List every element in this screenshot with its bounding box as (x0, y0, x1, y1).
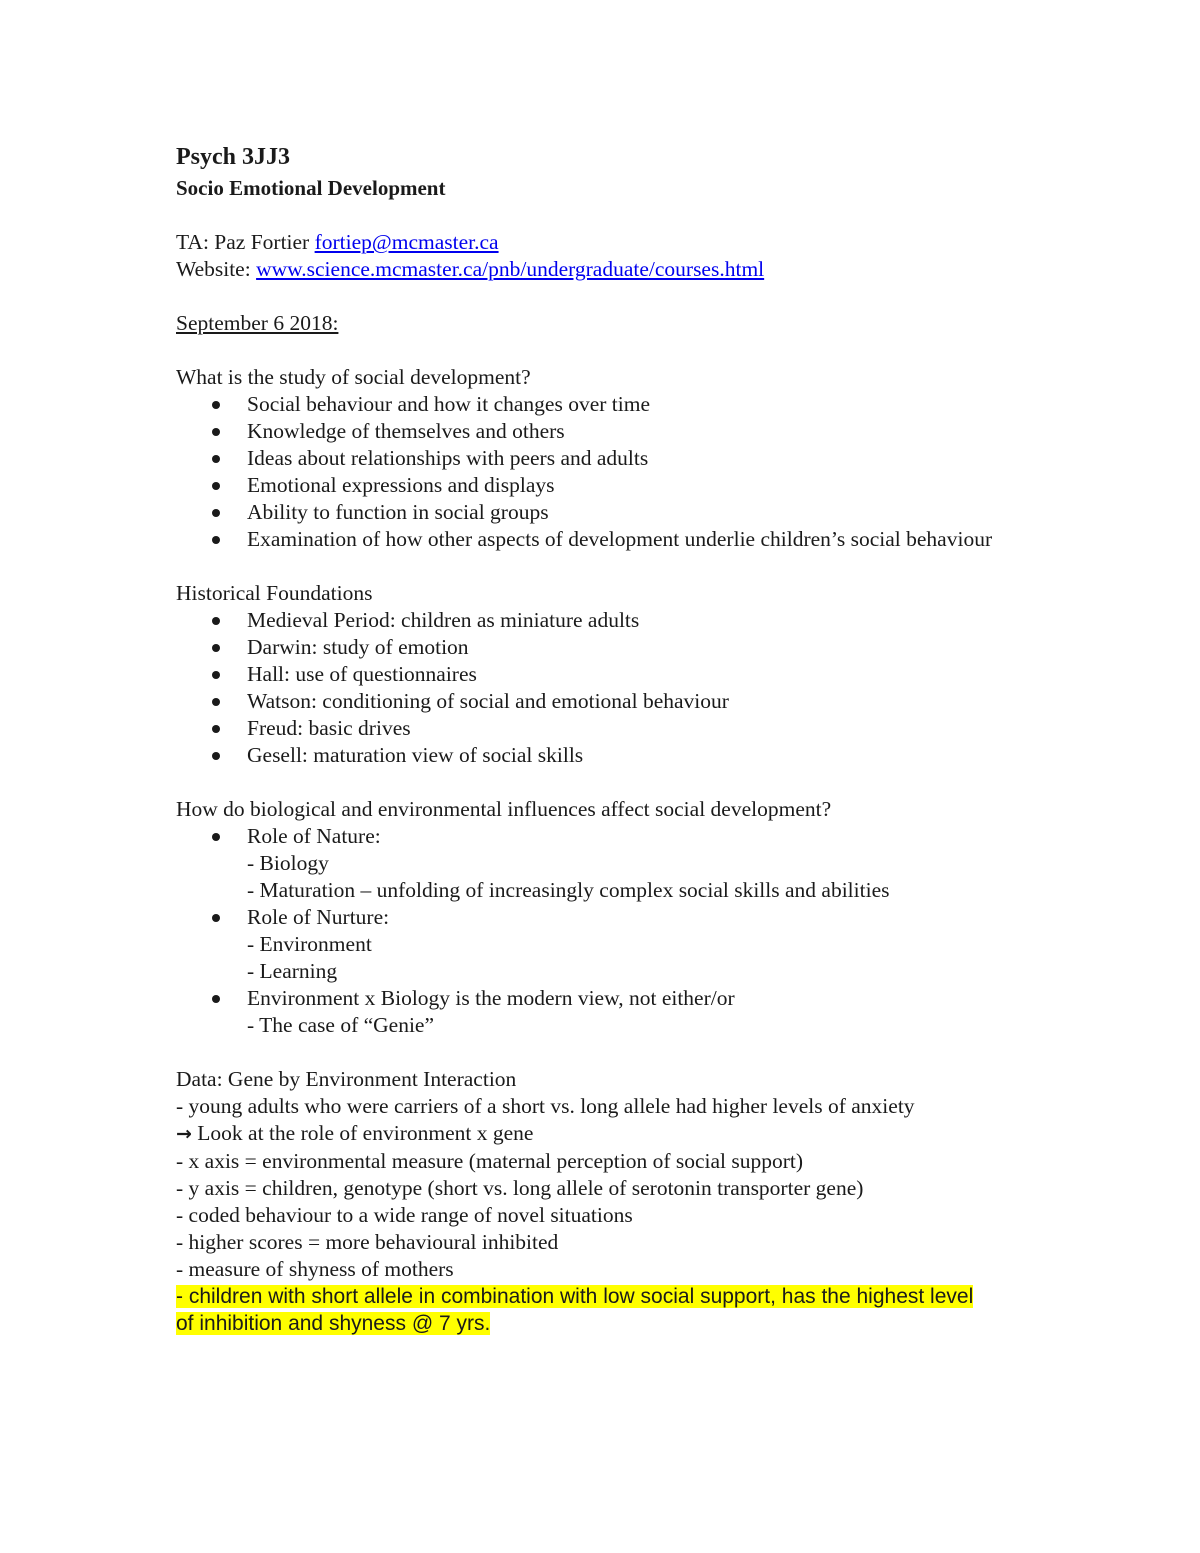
data-line: - x axis = environmental measure (maternal perception of social support) (176, 1149, 804, 1173)
lecture-date: September 6 2018: (176, 311, 339, 335)
list-item (176, 904, 1056, 985)
list-item: Ideas about relationships with peers and adults (176, 445, 1056, 472)
website-label: Website: (176, 257, 257, 281)
data-line: - coded behaviour to a wide range of novel situations (176, 1203, 633, 1227)
list-item: Emotional expressions and displays (176, 472, 1056, 499)
list-item: Medieval Period: children as miniature adults (176, 607, 1056, 634)
ta-email-link[interactable]: fortiep@mcmaster.ca (314, 230, 499, 254)
ta-label: TA: Paz Fortier (176, 230, 315, 254)
arrow-line-text: Look at the role of environment x gene (197, 1121, 534, 1145)
data-line: - young adults who were carriers of a short vs. long allele had higher levels of anxiety (176, 1094, 915, 1118)
data-line-arrow (176, 1120, 1056, 1148)
list-item: Watson: conditioning of social and emotional behaviour (176, 688, 1056, 715)
data-line: - higher scores = more behavioural inhibited (176, 1230, 559, 1254)
nature-label: Role of Nature: (247, 824, 381, 848)
data-line: - y axis = children, genotype (short vs. long allele of serotonin transporter gene) (176, 1176, 864, 1200)
sub-item: - Environment (247, 932, 372, 956)
list-item: Gesell: maturation view of social skills (176, 742, 1056, 769)
sub-item: - Biology (247, 851, 329, 875)
data-line: - measure of shyness of mothers (176, 1257, 454, 1281)
list-item: Ability to function in social groups (176, 499, 1056, 526)
modern-view-label: Environment x Biology is the modern view, not either/or (247, 986, 735, 1010)
document-page (176, 140, 1056, 1337)
data-heading: Data: Gene by Environment Interaction (176, 1067, 517, 1091)
highlighted-line (176, 1310, 1056, 1337)
highlighted-line (176, 1283, 1056, 1310)
history-heading: Historical Foundations (176, 581, 373, 605)
influences-heading: How do biological and environmental influences affect social development? (176, 797, 832, 821)
arrow-right-icon: → (176, 1123, 192, 1145)
list-item: Darwin: study of emotion (176, 634, 1056, 661)
ta-line (176, 229, 1056, 256)
list-item: Examination of how other aspects of development underlie children’s social behaviour (176, 526, 1007, 553)
sub-item: - Learning (247, 959, 338, 983)
highlight-text-1: children with short allele in combination with low social support, has the highest level (188, 1285, 974, 1308)
list-item: Social behaviour and how it changes over time (176, 391, 1056, 418)
list-item (176, 823, 1056, 904)
course-subtitle: Socio Emotional Development (176, 176, 446, 200)
list-item: Knowledge of themselves and others (176, 418, 1056, 445)
nurture-label: Role of Nurture: (247, 905, 390, 929)
study-list (176, 391, 1056, 553)
history-list (176, 607, 1056, 769)
list-item: Hall: use of questionnaires (176, 661, 1056, 688)
sub-item: - The case of “Genie” (247, 1013, 435, 1037)
sub-item: - Maturation – unfolding of increasingly complex social skills and abilities (247, 878, 890, 902)
list-item (176, 985, 1056, 1039)
course-title: Psych 3JJ3 (176, 144, 290, 170)
influences-list (176, 823, 1056, 1039)
highlight-text-2: of inhibition and shyness @ 7 yrs. (176, 1312, 491, 1335)
website-line (176, 256, 1056, 283)
study-heading: What is the study of social development? (176, 365, 531, 389)
list-item: Freud: basic drives (176, 715, 1056, 742)
website-link[interactable]: www.science.mcmaster.ca/pnb/undergraduate/courses.html (256, 257, 765, 281)
highlight-dash: - (176, 1285, 189, 1308)
